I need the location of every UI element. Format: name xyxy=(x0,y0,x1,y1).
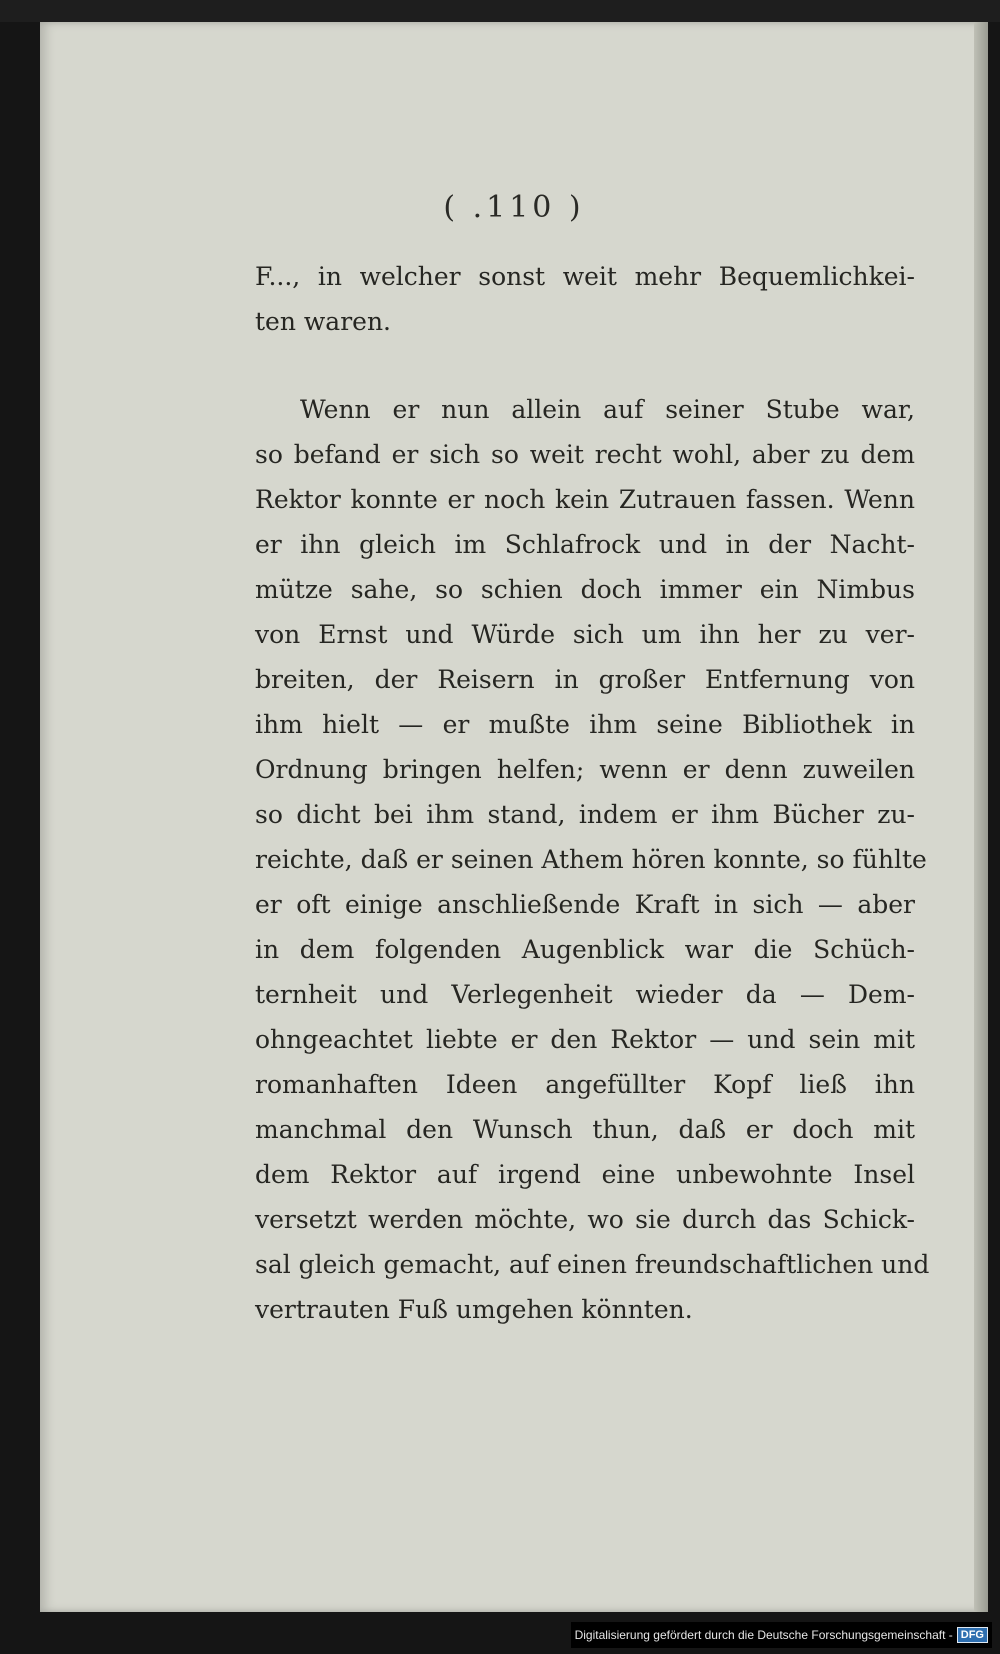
text-line: Wenn er nun allein auf seiner Stube war, xyxy=(300,395,915,424)
credit-text: Digitalisierung gefördert durch die Deutsche Forschungsgemeinschaft - xyxy=(574,1628,953,1642)
text-line: ten waren. xyxy=(255,307,391,336)
text-line: sal gleich gemacht, auf einen freundschaftlichen und xyxy=(255,1250,930,1279)
text-line: er oft einige anschließende Kraft in sich — aber xyxy=(255,890,915,919)
text-line: Ordnung bringen helfen; wenn er denn zuweilen xyxy=(255,755,915,784)
body-text xyxy=(255,254,930,1332)
text-line: breiten, der Reisern in großer Entfernung von xyxy=(255,665,915,694)
text-line: reichte, daß er seinen Athem hören konnte, so fühlte xyxy=(255,845,927,874)
text-line: manchmal den Wunsch thun, daß er doch mit xyxy=(255,1115,915,1144)
text-line: ternheit und Verlegenheit wieder da — Dem- xyxy=(255,980,915,1009)
text-line: in dem folgenden Augenblick war die Schüch- xyxy=(255,935,915,964)
text-line: so befand er sich so weit recht wohl, aber zu dem xyxy=(255,440,915,469)
text-line: F..., in welcher sonst weit mehr Bequemlichkei- xyxy=(255,262,915,291)
page-number: ( .110 ) xyxy=(443,190,585,225)
text-line: vertrauten Fuß umgehen könnten. xyxy=(255,1295,693,1324)
digitization-credit xyxy=(571,1622,992,1648)
text-line: versetzt werden möchte, wo sie durch das Schick- xyxy=(255,1205,915,1234)
text-line: mütze sahe, so schien doch immer ein Nimbus xyxy=(255,575,915,604)
text-line: von Ernst und Würde sich um ihn her zu ver- xyxy=(255,620,915,649)
text-line: dem Rektor auf irgend eine unbewohnte Insel xyxy=(255,1160,915,1189)
text-line: so dicht bei ihm stand, indem er ihm Bücher zu- xyxy=(255,800,915,829)
text-line: ihm hielt — er mußte ihm seine Bibliothek in xyxy=(255,710,915,739)
paragraph-gap xyxy=(255,344,915,387)
text-line: er ihn gleich im Schlafrock und in der Nacht- xyxy=(255,530,915,559)
text-line: romanhaften Ideen angefüllter Kopf ließ ihn xyxy=(255,1070,915,1099)
page-edge xyxy=(974,22,988,1612)
text-line: Rektor konnte er noch kein Zutrauen fassen. Wenn xyxy=(255,485,915,514)
dfg-logo: DFG xyxy=(957,1627,988,1643)
book-page xyxy=(40,22,988,1612)
scan-top-edge xyxy=(0,0,1000,22)
text-line: ohngeachtet liebte er den Rektor — und sein mit xyxy=(255,1025,915,1054)
